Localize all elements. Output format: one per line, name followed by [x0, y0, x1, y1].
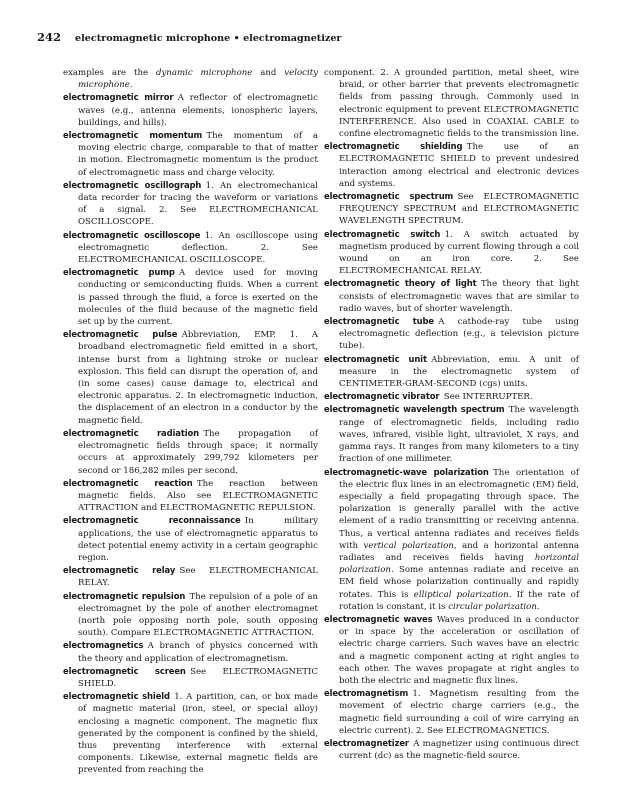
definition-text: The reaction between magnetic fields. Also see ELECTROMAGNETIC ATTRACTION and ELECTROMAGNETIC REPULSION. [78, 478, 318, 514]
definition-text: A magnetizer using continuous direct current (dc) as the magnetic-field source. [339, 738, 579, 762]
definition-text: The momentum of a moving electric charge, comparable to that of matter in motion. Electromagnetic momentum is the product of electromagnetic mass and charge velocity. [78, 131, 318, 178]
definition-text: A device used for moving conducting or semiconducting fluids. When a current is passed through the fluid, a force is exerted on the molecules of the fluid because of the magnetic field set up by the current. [78, 268, 318, 328]
entry-definition [444, 392, 533, 402]
definition-text: A reflector of electromagnetic waves (e.g., antenna elements, ionospheric layers, buildings, and hills). [78, 93, 318, 128]
dictionary-entry [63, 690, 318, 776]
dictionary-entry [63, 328, 318, 427]
dictionary-entry [324, 390, 579, 403]
page-number: 242 [37, 30, 62, 44]
dictionary-entry [63, 229, 318, 267]
entry-definition [339, 468, 579, 612]
dictionary-entry [63, 67, 318, 91]
entry-term: electromagnetic unit [324, 353, 427, 364]
definition-text: examples are the [63, 68, 156, 78]
entry-term: electromagnetic mirror [63, 92, 174, 103]
left-column [63, 67, 318, 777]
definition-text: A branch of physics concerned with the theory and application of electromagnetism. [78, 641, 318, 664]
italic-term: vertical polarization [363, 540, 454, 551]
definition-text: 1. An oscilloscope using electromagnetic deflection. 2. See ELECTROMECHANICAL OSCILLOSCOPE. [78, 230, 318, 266]
dictionary-entry [63, 129, 318, 179]
entry-term: electromagnetic repulsion [63, 590, 186, 601]
italic-term: circular polarization [448, 601, 537, 612]
definition-text: In military applications, the use of electromagnetic apparatus to detect potential enemy activity in a certain geographic region. [78, 516, 318, 563]
dictionary-entry [324, 140, 579, 190]
dictionary-entry [324, 67, 579, 140]
entry-term: electromagnetic-wave polarization [324, 466, 489, 477]
italic-term: elliptical polarization [413, 589, 509, 600]
entry-term: electromagnetic spectrum [324, 191, 454, 202]
definition-text: The use of an ELECTROMAGNETIC SHIELD to prevent undesired interaction among electrical and electronic devices and systems. [339, 142, 579, 189]
definition-text: The orientation of the electric flux lines in an electromagnetic (EM) field, especially a field propagating through space. The polarization is generally parallel with the active element of a radio transmitting or receiving antenna. Thus, a vertical antenna radiates and receives fields with [339, 467, 579, 551]
definition-text: , and a horizontal antenna radiates and receives fields having [339, 540, 579, 563]
entry-term: electromagnetic screen [63, 665, 186, 676]
definition-text: Abbreviation, EMP. 1. A broadband electromagnetic field emitted in a short, intense burst from a lightning stroke or nuclear explosion. This field can disrupt the operation of, and (in some cases) cause damage to, electrical and electronic apparatus. 2. In electromagnetic induction, the displacement of an electron in a conductor by the magnetic field. [78, 330, 319, 426]
entry-term: electromagnetics [63, 640, 144, 651]
page-header [37, 30, 617, 44]
definition-text: 1. An electromechanical data recorder for tracing the waveform or variations of a signal. 2. See ELECTROMECHANICAL OSCILLOSCOPE. [78, 180, 319, 228]
dictionary-entry [63, 665, 318, 690]
dictionary-entry [63, 639, 318, 664]
italic-term: horizontal polarization [339, 552, 579, 576]
guide-words: electromagnetic microphone • electromagnetizer [75, 33, 342, 44]
dictionary-entry [63, 564, 318, 589]
italic-term: dynamic microphone [155, 68, 253, 78]
entry-term: electromagnetic oscilloscope [63, 229, 201, 240]
definition-text: 1. A partition, can, or box made of magnetic material (iron, steel, or special alloy) enclosing a magnetic component. The magnetic flux generated by the component is confined by the shield, thus preventing interference with external components. Likewise, external magnetic fields are prevented from reaching the [78, 692, 318, 776]
dictionary-entry [324, 228, 579, 278]
definition-text: A cathode-ray tube using electromagnetic deflection (e.g., a television picture tube). [339, 317, 579, 352]
definition-text: The propagation of electromagnetic fields through space; it normally occurs at approximately 299,792 kilometers per second or 186,282 miles per second. [78, 428, 318, 476]
dictionary-entry [324, 687, 579, 737]
dictionary-entry [63, 179, 318, 229]
definition-text: Waves produced in a conductor or in space by the acceleration or oscillation of electric charge carriers. Such waves have an electric and a magnetic component acting at right angles to each other. The waves propagate at right angles to both the electric and magnetic flux lines. [339, 614, 579, 686]
dictionary-entry [324, 737, 579, 762]
entry-definition [78, 330, 318, 425]
entry-term: electromagnetic reconnaissance [63, 515, 241, 526]
entry-term: electromagnetic reaction [63, 477, 193, 488]
entry-term: electromagnetic pulse [63, 329, 178, 340]
definition-text: See ELECTROMAGNETIC FREQUENCY SPECTRUM and ELECTROMAGNETIC WAVELENGTH SPECTRUM. [339, 192, 579, 227]
entry-term: electromagnetic vibrator [324, 391, 440, 402]
entry-term: electromagnetic shielding [324, 141, 463, 152]
definition-text: The wavelength range of electromagnetic fields, including radio waves, infrared, visible light, ultraviolet, X rays, and gamma rays. It ranges from many kilometers to a tiny fraction of one millimeter. [339, 405, 579, 465]
entry-term: electromagnetic relay [63, 565, 176, 576]
entry-definition [339, 615, 579, 686]
definition-text: . If the rate of rotation is constant, it is [339, 589, 579, 612]
right-column [324, 67, 579, 762]
entry-term: electromagnetic radiation [63, 427, 200, 438]
entry-term: electromagnetic switch [324, 228, 441, 239]
entry-term: electromagnetic shield [63, 691, 170, 702]
definition-text: The repulsion of a pole of an electromagnet by the pole of another electromagnet (north pole opposing north pole, south opposing south). Compare ELECTROMAGNETIC ATTRACTION. [78, 591, 318, 639]
dictionary-entry [63, 266, 318, 328]
dictionary-entry [324, 315, 579, 353]
entry-term: electromagnetic waves [324, 613, 433, 624]
definition-text: The theory that light consists of electromagnetic waves that are similar to radio waves, but of shorter wavelength. [339, 279, 579, 314]
entry-term: electromagnetizer [324, 737, 409, 748]
definition-text: and [252, 68, 285, 78]
entry-definition [63, 68, 318, 90]
dictionary-entry [63, 91, 318, 129]
entry-term: electromagnetic pump [63, 267, 175, 278]
entry-term: electromagnetic wavelength spectrum [324, 404, 505, 415]
definition-text: . [536, 601, 540, 612]
definition-text: . [129, 80, 133, 91]
definition-text: 1. A switch actuated by magnetism produced by current flowing through a coil wound on an iron core. 2. See ELECTROMECHANICAL RELAY. [339, 229, 579, 277]
definition-text: component. 2. A grounded partition, metal sheet, wire braid, or other barrier that prevents electromagnetic fields from passing through. Commonly used in electronic equipment to prevent ELECTROMAGNETIC INTERFERENCE. Also used in COAXIAL CABLE to confine electromagnetic fields to the transmission line. [324, 68, 579, 140]
dictionary-entry [324, 353, 579, 391]
dictionary-entry [324, 403, 579, 465]
entry-term: electromagnetic theory of light [324, 278, 477, 289]
dictionary-entry [63, 427, 318, 477]
definition-text: See INTERRUPTER. [443, 392, 533, 403]
dictionary-entry [324, 613, 579, 687]
definition-text: . Some antennas radiate and receive an EM field whose polarization continually and rapidly rotates. This is [339, 565, 579, 600]
definition-text: See ELECTROMECHANICAL RELAY. [78, 566, 318, 589]
dictionary-entry [63, 590, 318, 640]
dictionary-entry [324, 190, 579, 228]
definition-text: Abbreviation, emu. A unit of measure in the electromagnetic system of CENTIMETER-GRAM-SECOND (cgs) units. [339, 354, 579, 390]
entry-definition [324, 68, 579, 139]
definition-text: See ELECTROMAGNETIC SHIELD. [78, 666, 318, 689]
definition-text: 1. Magnetism resulting from the movement of electric charge carriers (e.g., the magnetic field surrounding a coil of wire carrying an electric current). 2. See ELECTROMAGNETICS. [339, 689, 579, 736]
entry-term: electromagnetism [324, 688, 409, 699]
entry-term: electromagnetic momentum [63, 130, 203, 141]
dictionary-entry [63, 477, 318, 515]
entry-term: electromagnetic tube [324, 316, 434, 327]
dictionary-entry [324, 466, 579, 613]
entry-term: electromagnetic oscillograph [63, 179, 202, 190]
dictionary-entry [63, 514, 318, 564]
entry-definition [78, 692, 318, 775]
dictionary-entry [324, 277, 579, 315]
italic-term: velocity microphone [78, 68, 319, 91]
